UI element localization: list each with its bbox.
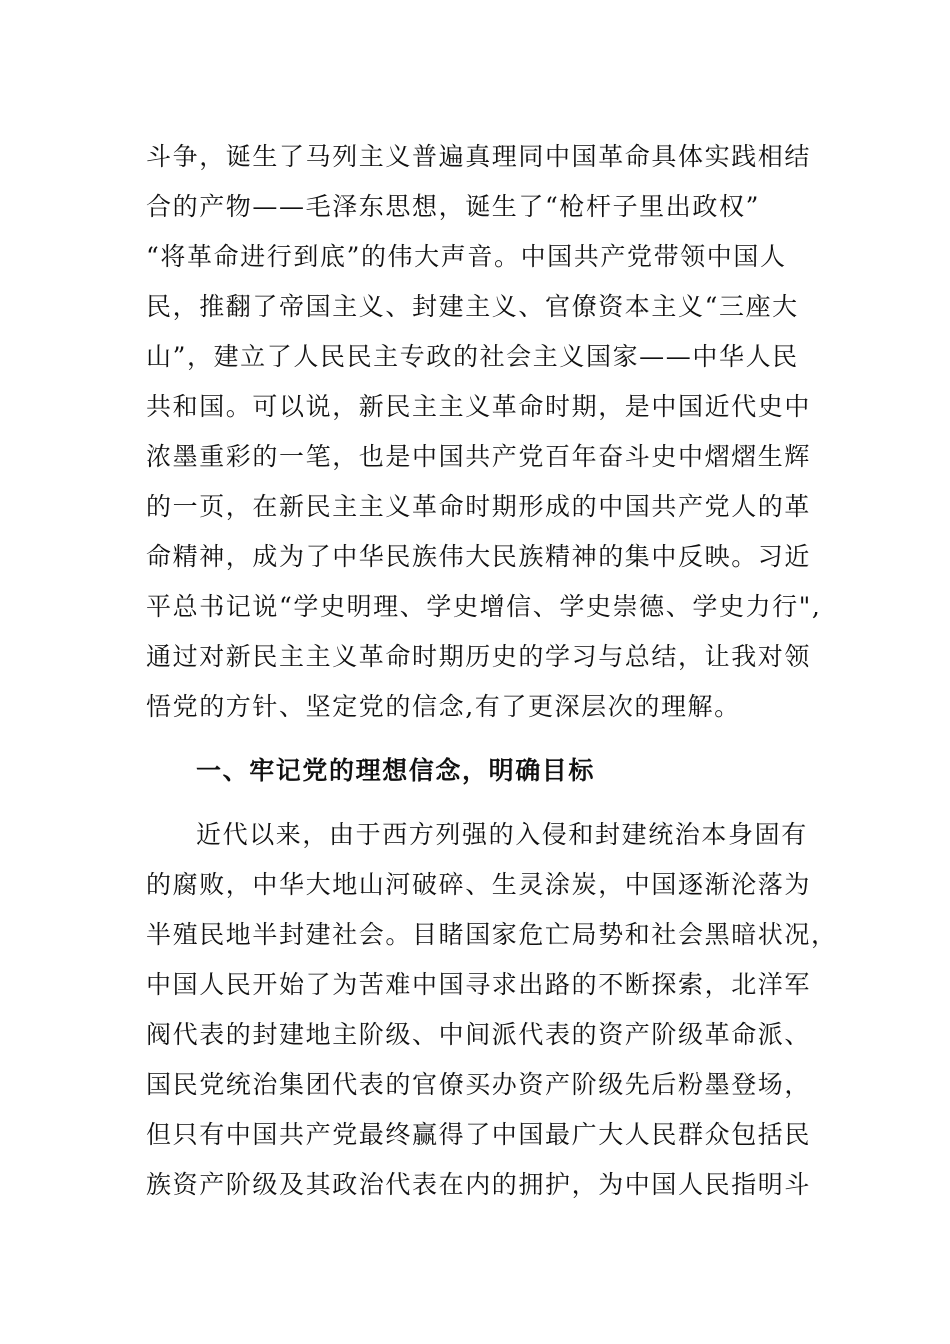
text-line: 平总书记说“学史明理、学史增信、学史崇德、学史力行",	[146, 592, 822, 621]
text-line: 但只有中国共产党最终赢得了中国最广大人民群众包括民	[146, 1120, 812, 1149]
text-line: 浓墨重彩的一笔，也是中国共产党百年奋斗史中熠熠生辉	[146, 442, 812, 471]
document-page	[146, 132, 838, 1210]
text-line: 山”，建立了人民民主专政的社会主义国家——中华人民	[146, 342, 799, 371]
text-line: 命精神，成为了中华民族伟大民族精神的集中反映。习近	[146, 542, 812, 571]
text-line: 中国人民开始了为苦难中国寻求出路的不断探索，北洋军	[146, 970, 812, 999]
text-line: 通过对新民主主义革命时期历史的学习与总结，让我对领	[146, 642, 812, 671]
text-line: 的腐败，中华大地山河破碎、生灵涂炭，中国逐渐沦落为	[146, 870, 812, 899]
text-line: 族资产阶级及其政治代表在内的拥护，为中国人民指明斗	[146, 1170, 812, 1199]
text-line: 共和国。可以说，新民主主义革命时期，是中国近代史中	[146, 392, 812, 421]
text-line: 阀代表的封建地主阶级、中间派代表的资产阶级革命派、	[146, 1020, 812, 1049]
text-line: 国民党统治集团代表的官僚买办资产阶级先后粉墨登场，	[146, 1070, 812, 1099]
section-heading: 一、牢记党的理想信念，明确目标	[196, 756, 596, 785]
text-line: 斗争，诞生了马列主义普遍真理同中国革命具体实践相结	[146, 142, 812, 171]
text-line: 半殖民地半封建社会。目睹国家危亡局势和社会黑暗状况，	[146, 920, 838, 949]
text-line: 近代以来，由于西方列强的入侵和封建统治本身固有	[196, 820, 808, 849]
text-line: 的一页，在新民主主义革命时期形成的中国共产党人的革	[146, 492, 812, 521]
text-line: 民，推翻了帝国主义、封建主义、官僚资本主义“三座大	[146, 292, 799, 321]
paragraph-section-one	[146, 810, 838, 1210]
text-line: “将革命进行到底”的伟大声音。中国共产党带领中国人	[146, 242, 787, 271]
text-line: 悟党的方针、坚定党的信念,有了更深层次的理解。	[146, 692, 741, 721]
paragraph-continued	[146, 132, 822, 732]
text-line: 合的产物——毛泽东思想，诞生了“枪杆子里出政权”	[146, 192, 760, 221]
